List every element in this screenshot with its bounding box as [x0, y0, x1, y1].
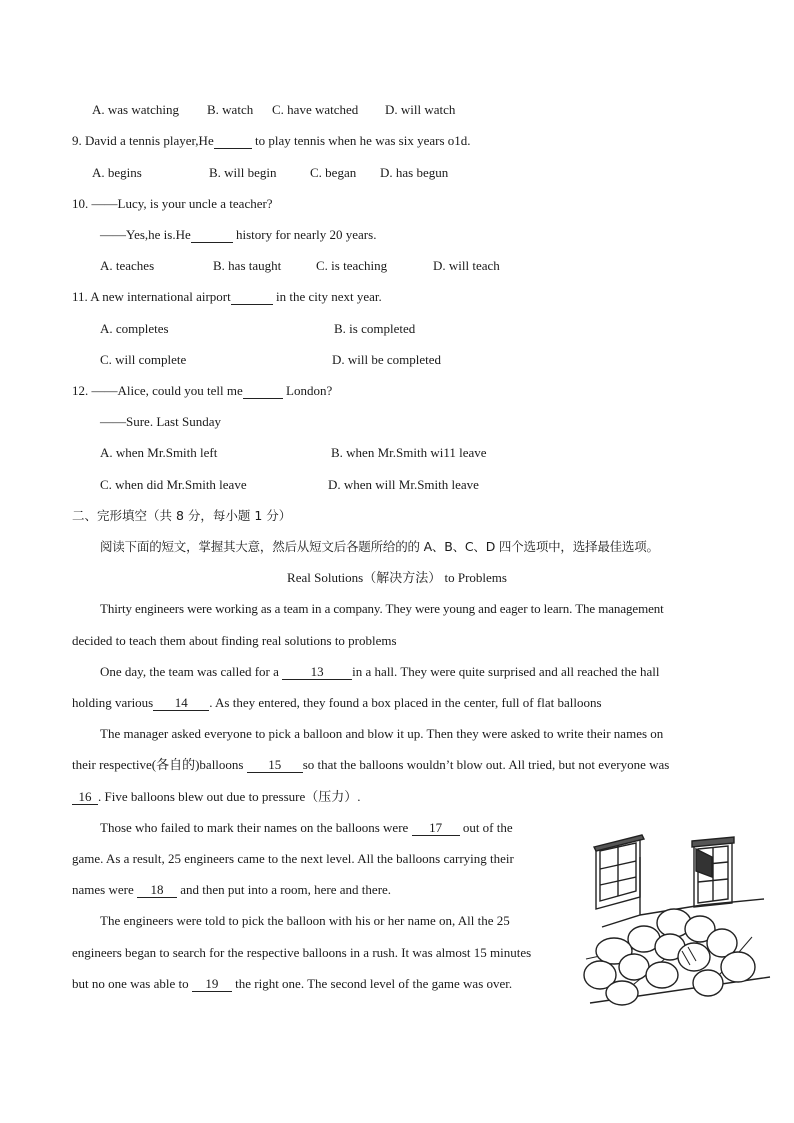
passage-p2-line2: [72, 695, 602, 711]
q10-option-b: B. has taught: [213, 258, 282, 273]
blank-13: 13: [282, 665, 352, 680]
q9-stem-start: 9. David a tennis player,He: [72, 133, 214, 148]
window-right: [692, 837, 734, 907]
passage-p3-line1: The manager asked everyone to pick a balloon and blow it up. Then they were asked to write their names on: [100, 726, 664, 741]
passage-text: out of the: [459, 820, 513, 835]
passage-text: . As they entered, they found a box placed in the center, full of flat balloons: [209, 695, 602, 710]
blank-17: 17: [412, 821, 460, 836]
q10-stem-start: ——Yes,he is.He: [100, 227, 191, 242]
q12-option-d: D. when will Mr.Smith leave: [328, 477, 479, 492]
q11-option-c: C. will complete: [100, 352, 187, 367]
passage-p5-line2: engineers began to search for the respective balloons in a rush. It was almost 15 minutes: [72, 945, 532, 960]
q9-option-a: A. begins: [92, 165, 142, 180]
passage-p2-line1: [100, 664, 659, 680]
passage-p5-line3: [72, 976, 512, 992]
passage-text: holding various: [72, 695, 154, 710]
passage-p1-line1: Thirty engineers were working as a team in a company. They were young and eager to learn. The management: [100, 601, 664, 616]
q8-option-c: C. have watched: [272, 102, 359, 117]
q10-answer-line: [100, 227, 376, 243]
question-12: [72, 383, 332, 399]
passage-text: their respective(各自的)balloons: [72, 757, 247, 772]
q9-option-c: C. began: [310, 165, 357, 180]
passage-title: Real Solutions（解决方法） to Problems: [287, 570, 507, 585]
q11-option-b: B. is completed: [334, 321, 416, 336]
blank-14: 14: [153, 696, 209, 711]
question-9: [72, 133, 471, 149]
q8-option-d: D. will watch: [385, 102, 456, 117]
passage-p3-line2: [72, 757, 669, 773]
passage-text: and then put into a room, here and there.: [176, 882, 392, 897]
question-10: 10. ——Lucy, is your uncle a teacher?: [72, 196, 273, 211]
q12-option-a: A. when Mr.Smith left: [100, 445, 218, 460]
q12-option-b: B. when Mr.Smith wi11 leave: [331, 445, 487, 460]
passage-p3-line3: [72, 789, 361, 805]
section-2-heading: 二、完形填空（共 8 分，每小题 1 分）: [72, 508, 292, 523]
q9-blank: [214, 134, 252, 149]
q9-option-b: B. will begin: [209, 165, 277, 180]
window-left: [594, 835, 644, 909]
blank-18: 18: [137, 883, 177, 898]
q10-option-a: A. teaches: [100, 258, 155, 273]
passage-p4-line2: game. As a result, 25 engineers came to the next level. All the balloons carrying their: [72, 851, 514, 866]
passage-text: names were: [72, 882, 137, 897]
passage-p1-line2: decided to teach them about finding real solutions to problems: [72, 633, 397, 648]
q10-blank: [191, 228, 233, 243]
passage-text: so that the balloons wouldn’t blow out. All tried, but not everyone was: [302, 757, 670, 772]
q11-stem-start: 11. A new international airport: [72, 289, 231, 304]
passage-text: One day, the team was called for a: [100, 664, 283, 679]
passage-text: in a hall. They were quite surprised and all reached the hall: [352, 664, 660, 679]
q12-stem-start: 12. ——Alice, could you tell me: [72, 383, 243, 398]
q12-stem-end: London?: [282, 383, 333, 398]
passage-text: the right one. The second level of the game was over.: [231, 976, 513, 991]
q8-option-b: B. watch: [207, 102, 254, 117]
q12-blank: [243, 384, 283, 399]
q10-option-d: D. will teach: [433, 258, 500, 273]
passage-text: Those who failed to mark their names on the balloons were: [100, 820, 412, 835]
blank-15: 15: [247, 758, 303, 773]
q8-option-a: A. was watching: [92, 102, 180, 117]
q11-stem-end: in the city next year.: [272, 289, 382, 304]
q10-stem-end: history for nearly 20 years.: [232, 227, 377, 242]
passage-p4-line3: [72, 882, 391, 898]
blank-16: 16: [72, 790, 98, 805]
section-2-instructions: 阅读下面的短文，掌握其大意，然后从短文后各题所给的的 A、B、C、D 四个选项中，选择最佳选项。: [100, 539, 659, 554]
passage-p4-line1: [100, 820, 513, 836]
q9-stem-end: to play tennis when he was six years o1d.: [251, 133, 471, 148]
q10-option-c: C. is teaching: [316, 258, 388, 273]
passage-text: but no one was able to: [72, 976, 192, 991]
passage-p5-line1: The engineers were told to pick the balloon with his or her name on, All the 25: [100, 913, 510, 928]
q11-option-a: A. completes: [100, 321, 169, 336]
balloon-room-illustration: [582, 827, 772, 1007]
passage-text: . Five balloons blew out due to pressure（压力）.: [98, 789, 361, 804]
blank-19: 19: [192, 977, 232, 992]
q12-option-c: C. when did Mr.Smith leave: [100, 477, 247, 492]
q11-blank: [231, 290, 273, 305]
q11-option-d: D. will be completed: [332, 352, 442, 367]
question-11: [72, 289, 382, 305]
q9-option-d: D. has begun: [380, 165, 449, 180]
q12-answer-line: ——Sure. Last Sunday: [100, 414, 221, 429]
